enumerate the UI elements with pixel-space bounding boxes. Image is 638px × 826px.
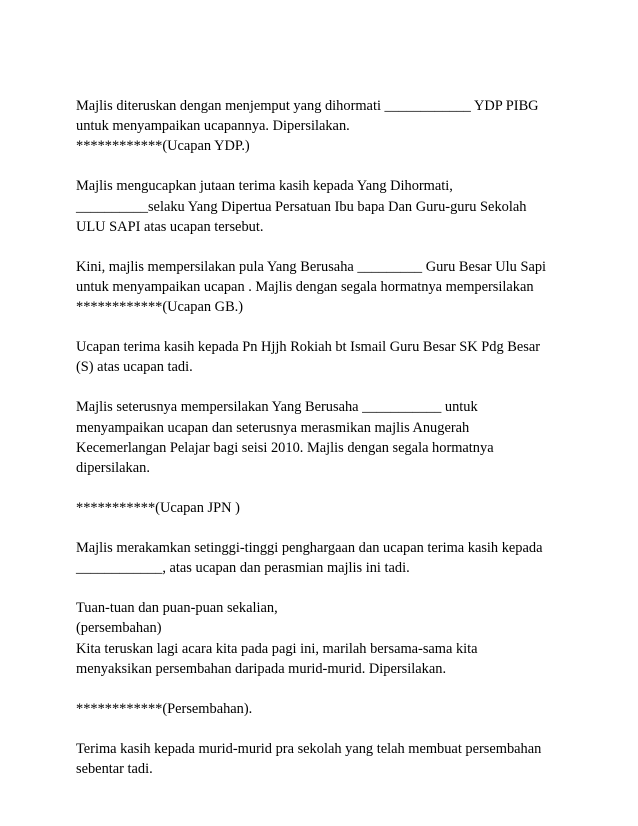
paragraph-ydp-thanks	[76, 176, 576, 237]
paragraph-ydp-invitation	[76, 96, 576, 157]
text-line: Majlis merakamkan setinggi-tinggi penghargaan dan ucapan terima kasih kepada	[76, 540, 543, 557]
text-line: Kecemerlangan Pelajar bagi seisi 2010. Majlis dengan segala hormatnya	[76, 439, 494, 456]
text-line: __________selaku Yang Dipertua Persatuan Ibu bapa Dan Guru-guru Sekolah	[76, 198, 527, 215]
text-line: Terima kasih kepada murid-murid pra sekolah yang telah membuat persembahan	[76, 740, 542, 757]
paragraph-jpn-invitation	[76, 397, 576, 478]
document-body	[76, 96, 576, 799]
paragraph-performance-intro	[76, 598, 576, 679]
text-line: Kita teruskan lagi acara kita pada pagi ini, marilah bersama-sama kita	[76, 640, 478, 657]
text-line: dipersilakan.	[76, 460, 150, 477]
text-line: ************(Ucapan YDP.)	[76, 138, 250, 155]
text-line: Ucapan terima kasih kepada Pn Hjjh Rokiah bt Ismail Guru Besar SK Pdg Besar	[76, 339, 541, 356]
text-line: (persembahan)	[76, 620, 162, 637]
text-line: menyaksikan persembahan daripada murid-murid. Dipersilakan.	[76, 660, 447, 677]
text-line: untuk menyampaikan ucapannya. Dipersilakan.	[76, 118, 350, 135]
text-line: untuk menyampaikan ucapan . Majlis dengan segala hormatnya mempersilakan	[76, 279, 534, 296]
text-line: ***********(Ucapan JPN )	[76, 500, 240, 517]
paragraph-jpn-speech	[76, 498, 576, 518]
text-line: Majlis diteruskan dengan menjemput yang dihormati ____________ YDP PIBG	[76, 98, 539, 114]
paragraph-performance	[76, 699, 576, 719]
paragraph-performance-thanks	[76, 739, 576, 779]
text-line: (S) atas ucapan tadi.	[76, 359, 193, 376]
text-line: ************(Ucapan GB.)	[76, 299, 244, 316]
text-line: ************(Persembahan).	[76, 700, 253, 717]
text-line: Majlis seterusnya mempersilakan Yang Berusaha ___________ untuk	[76, 399, 478, 416]
text-line: ____________, atas ucapan dan perasmian majlis ini tadi.	[76, 560, 410, 577]
text-line: Majlis mengucapkan jutaan terima kasih kepada Yang Dihormati,	[76, 178, 453, 195]
text-line: sebentar tadi.	[76, 761, 153, 778]
text-line: menyampaikan ucapan dan seterusnya merasmikan majlis Anugerah	[76, 419, 470, 436]
paragraph-gb-thanks	[76, 337, 576, 377]
text-line: Tuan-tuan dan puan-puan sekalian,	[76, 600, 278, 617]
text-line: Kini, majlis mempersilakan pula Yang Berusaha _________ Guru Besar Ulu Sapi	[76, 258, 547, 275]
paragraph-jpn-thanks	[76, 538, 576, 578]
paragraph-gb-invitation	[76, 257, 576, 318]
text-line: ULU SAPI atas ucapan tersebut.	[76, 218, 264, 235]
